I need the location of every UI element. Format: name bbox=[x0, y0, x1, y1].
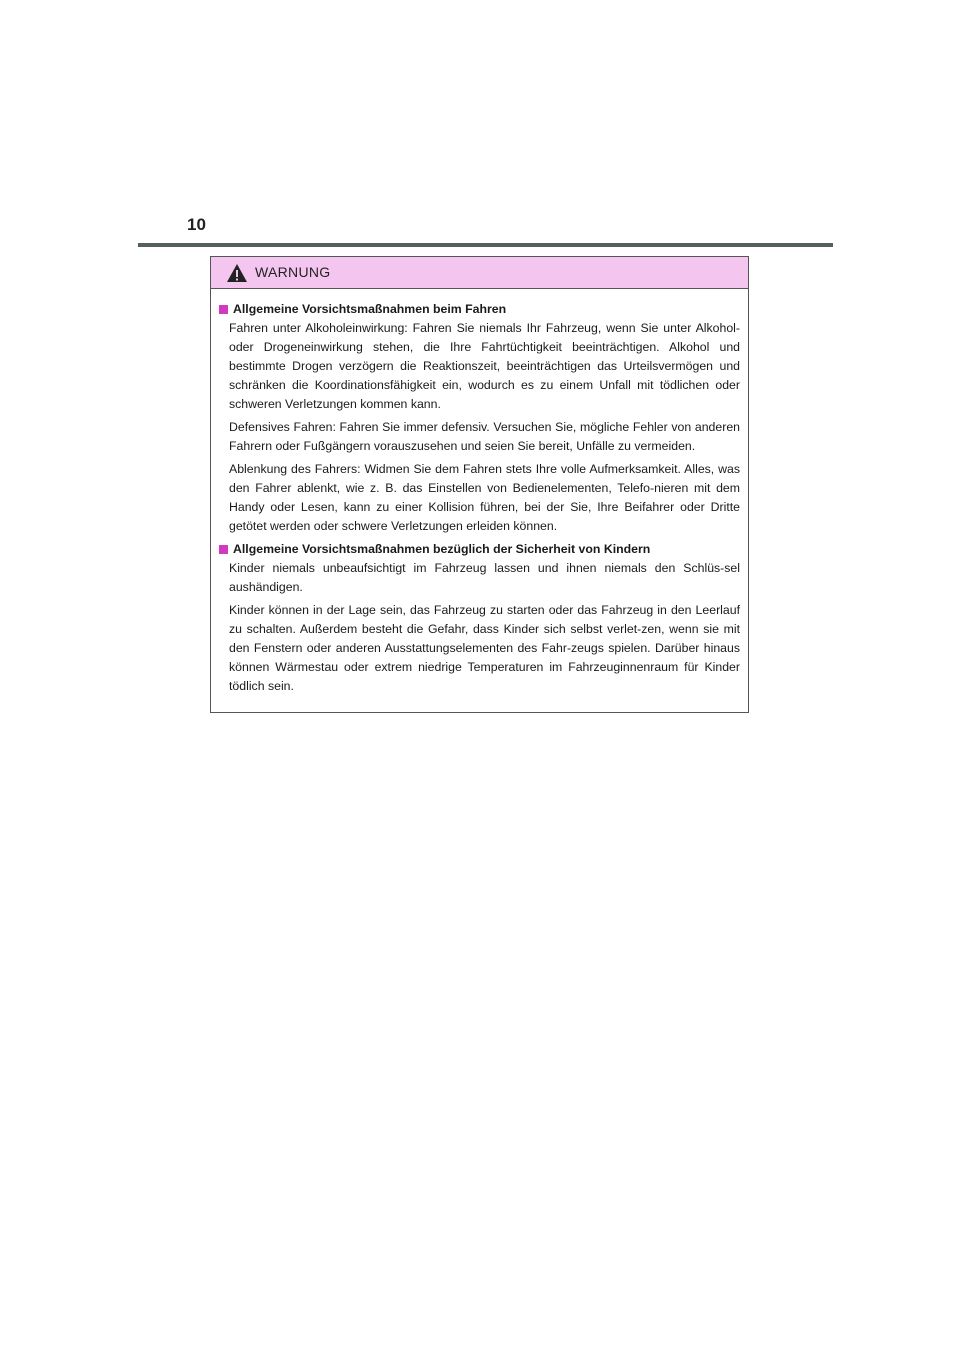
page-number: 10 bbox=[187, 215, 206, 234]
section-heading-text: Allgemeine Vorsichtsmaßnahmen beim Fahren bbox=[233, 302, 507, 316]
paragraph: Ablenkung des Fahrers: Widmen Sie dem Fahren stets Ihre volle Aufmerksamkeit. Alles, was den Fahrer ablenkt, wie z. B. das Einstellen von Bedienelementen, Telefo-nieren mit dem Handy oder Lesen, kann zu einer Kollision führen, bei der Sie, Ihre Beifahrer oder Dritte getötet werden oder schwere Verletzungen erleiden können. bbox=[229, 462, 740, 533]
paragraph: Kinder niemals unbeaufsichtigt im Fahrzeug lassen und ihnen niemals den Schlüs-sel aushändigen. bbox=[229, 561, 740, 594]
paragraph: Kinder können in der Lage sein, das Fahrzeug zu starten oder das Fahrzeug in den Leerlauf zu schalten. Außerdem besteht die Gefahr, dass Kinder sich selbst verlet-zen, wenn sie mit den Fenstern oder anderen Ausstattungselementen des Fahr-zeugs spielen. Darüber hinaus können Wärmestau oder extrem niedrige Temperaturen im Fahrzeuginnenraum für Kinder tödlich sein. bbox=[229, 603, 740, 693]
warning-triangle-icon bbox=[226, 263, 248, 283]
section-heading bbox=[219, 540, 740, 559]
header-rule bbox=[138, 243, 833, 247]
warning-title: WARNUNG bbox=[255, 264, 331, 280]
paragraph: Fahren unter Alkoholeinwirkung: Fahren Sie niemals Ihr Fahrzeug, wenn Sie unter Alkohol- oder Drogeneinwirkung stehen, die Ihre Fahrtüchtigkeit beeinträchtigen. Alkohol und bestimmte Drogen verzögern die Reaktionszeit, beeinträchtigen das Urteilsvermögen und schränken die Koordinationsfähigkeit ein, wodurch es zu einem Unfall mit tödlichen oder schweren Verletzungen kommen kann. bbox=[229, 321, 740, 411]
bullet-square-icon bbox=[219, 545, 228, 554]
warning-header bbox=[211, 257, 748, 289]
section-heading-text: Allgemeine Vorsichtsmaßnahmen bezüglich der Sicherheit von Kindern bbox=[233, 542, 651, 556]
paragraph: Defensives Fahren: Fahren Sie immer defensiv. Versuchen Sie, mögliche Fehler von anderen Fahrern oder Fußgängern vorauszusehen und seien Sie bereit, Unfälle zu vermeiden. bbox=[229, 420, 740, 453]
section-heading bbox=[219, 300, 740, 319]
warning-box bbox=[210, 256, 749, 713]
warning-body bbox=[211, 289, 748, 696]
bullet-square-icon bbox=[219, 305, 228, 314]
